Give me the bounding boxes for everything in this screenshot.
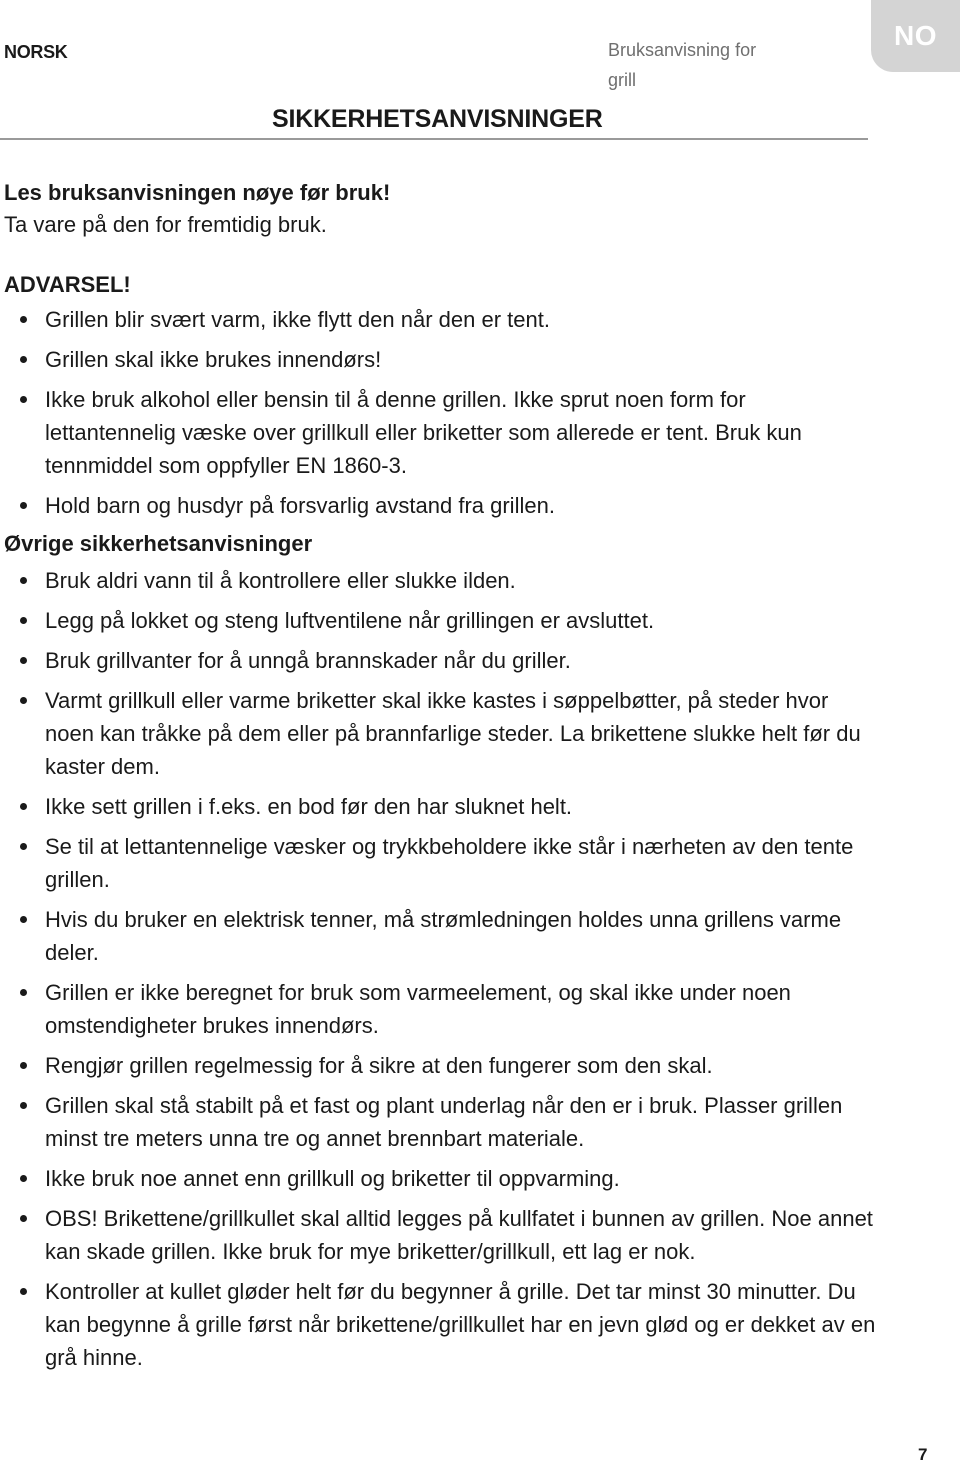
list-item-text: Rengjør grillen regelmessig for å sikre at den fungerer som den skal.: [45, 1053, 713, 1078]
list-item-text: Legg på lokket og steng luftventilene når grillingen er avsluttet.: [45, 608, 655, 633]
language-label: NORSK: [4, 42, 68, 62]
other-safety-heading: Øvrige sikkerhetsanvisninger: [4, 531, 313, 556]
list-item-text: Varmt grillkull eller varme briketter skal ikke kastes i søppelbøtter, på steder hvor noen kan tråkke på dem eller på brannfarlige steder. La brikettene slukke helt før du kaster dem.: [45, 688, 861, 779]
list-item: [0, 1275, 880, 1374]
bullet-icon: [20, 617, 27, 624]
list-item: [0, 489, 880, 522]
list-item-text: Bruk aldri vann til å kontrollere eller slukke ilden.: [45, 568, 516, 593]
list-item-text: Grillen blir svært varm, ikke flytt den når den er tent.: [45, 307, 550, 332]
list-item-text: Grillen skal stå stabilt på et fast og plant underlag når den er i bruk. Plasser grillen minst tre meters unna tre og annet brennbart materiale.: [45, 1093, 843, 1151]
page-number: 7: [918, 1445, 928, 1464]
bullet-icon: [20, 316, 27, 323]
bullet-icon: [20, 989, 27, 996]
list-item-text: Ikke sett grillen i f.eks. en bod før den har sluknet helt.: [45, 794, 573, 819]
list-item: [0, 1202, 880, 1268]
bullet-icon: [20, 1288, 27, 1295]
warning-list: [0, 303, 880, 529]
list-item: [0, 564, 880, 597]
other-safety-list: [0, 564, 880, 1381]
list-item: [0, 383, 880, 482]
list-item-text: Grillen skal ikke brukes innendørs!: [45, 347, 382, 372]
list-item: [0, 976, 880, 1042]
bullet-icon: [20, 356, 27, 363]
bullet-icon: [20, 803, 27, 810]
bullet-icon: [20, 1175, 27, 1182]
list-item: [0, 343, 880, 376]
list-item-text: OBS! Brikettene/grillkullet skal alltid legges på kullfatet i bunnen av grillen. Noe annet kan skade grillen. Ikke bruk for mye briketter/grillkull, ett lag er nok.: [45, 1206, 873, 1264]
intro-keep-instructions: Ta vare på den for fremtidig bruk.: [4, 212, 327, 237]
section-title: SIKKERHETSANVISNINGER: [272, 105, 603, 133]
list-item: [0, 790, 880, 823]
title-divider: [0, 138, 868, 140]
document-label: Bruksanvisning for grill: [608, 40, 757, 90]
list-item-text: Kontroller at kullet gløder helt før du begynner å grille. Det tar minst 30 minutter. Du kan begynne å grille først når brikettene/grillkullet har en jevn glød og er dekket av en grå hinne.: [45, 1279, 876, 1370]
intro-read-instructions: Les bruksanvisningen nøye før bruk!: [4, 180, 391, 205]
list-item: [0, 1162, 880, 1195]
list-item-text: Grillen er ikke beregnet for bruk som varmeelement, og skal ikke under noen omstendigheter brukes innendørs.: [45, 980, 791, 1038]
list-item-text: Bruk grillvanter for å unngå brannskader når du griller.: [45, 648, 571, 673]
bullet-icon: [20, 1062, 27, 1069]
list-item: [0, 604, 880, 637]
list-item: [0, 684, 880, 783]
list-item: [0, 1049, 880, 1082]
bullet-icon: [20, 697, 27, 704]
bullet-icon: [20, 843, 27, 850]
bullet-icon: [20, 1215, 27, 1222]
list-item: [0, 303, 880, 336]
list-item: [0, 1089, 880, 1155]
list-item: [0, 903, 880, 969]
intro-block: [4, 177, 390, 241]
list-item-text: Se til at lettantennelige væsker og trykkbeholdere ikke står i nærheten av den tente grillen.: [45, 834, 854, 892]
bullet-icon: [20, 657, 27, 664]
bullet-icon: [20, 577, 27, 584]
list-item-text: Ikke bruk noe annet enn grillkull og briketter til oppvarming.: [45, 1166, 620, 1191]
bullet-icon: [20, 396, 27, 403]
warning-heading: ADVARSEL!: [4, 272, 131, 297]
bullet-icon: [20, 916, 27, 923]
bullet-icon: [20, 502, 27, 509]
list-item-text: Hold barn og husdyr på forsvarlig avstand fra grillen.: [45, 493, 555, 518]
language-badge: NO: [871, 0, 960, 72]
list-item: [0, 644, 880, 677]
list-item-text: Ikke bruk alkohol eller bensin til å denne grillen. Ikke sprut noen form for lettantennelig væske over grillkull eller briketter som allerede er tent. Bruk kun tennmiddel som oppfyller EN 1860-3.: [45, 387, 802, 478]
list-item-text: Hvis du bruker en elektrisk tenner, må strømledningen holdes unna grillens varme deler.: [45, 907, 842, 965]
bullet-icon: [20, 1102, 27, 1109]
list-item: [0, 830, 880, 896]
